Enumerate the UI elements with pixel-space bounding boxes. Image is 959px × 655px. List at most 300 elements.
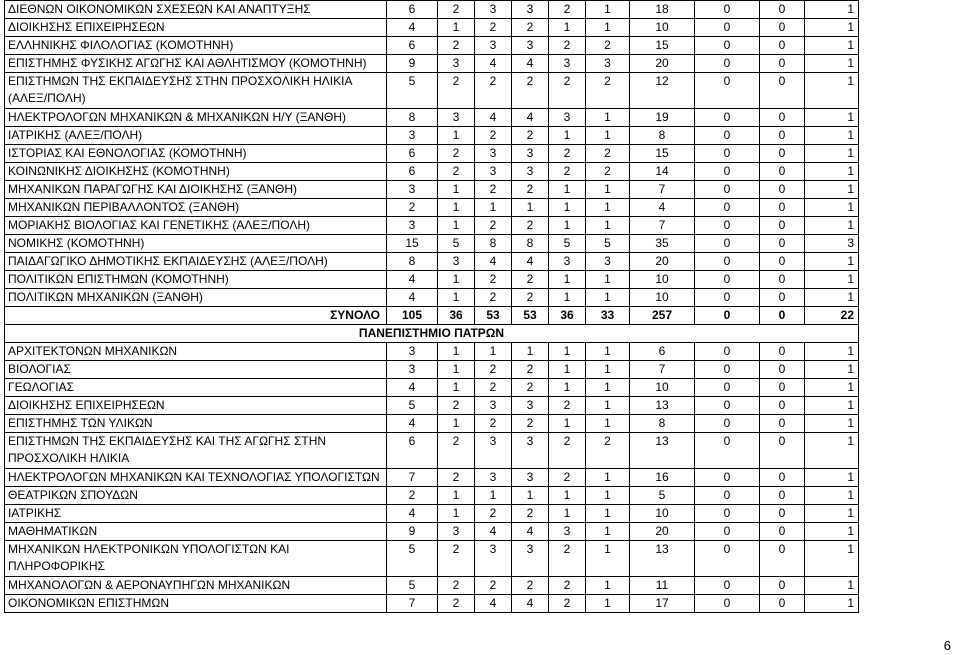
department-name: ΔΙΟΙΚΗΣΗΣ ΕΠΙΧΕΙΡΗΣΕΩΝ [5, 397, 387, 415]
value-cell: 1 [549, 505, 586, 523]
value-cell: 4 [475, 523, 512, 541]
value-cell: 14 [630, 163, 695, 181]
value-cell: 4 [630, 199, 695, 217]
value-cell: 2 [586, 433, 630, 469]
value-cell: 0 [760, 541, 805, 577]
department-name: ΕΠΙΣΤΗΜΩΝ ΤΗΣ ΕΚΠΑΙΔΕΥΣΗΣ ΚΑΙ ΤΗΣ ΑΓΩΓΗΣ ΣΤΗΝ ΠΡΟΣΧΟΛΙΚΗ ΗΛΙΚΙΑ [5, 433, 387, 469]
value-cell: 0 [695, 361, 760, 379]
value-cell: 3 [475, 1, 512, 19]
value-cell: 15 [387, 235, 438, 253]
table-row [5, 127, 859, 145]
value-cell: 1 [549, 127, 586, 145]
table-row [5, 523, 859, 541]
table-row [5, 577, 859, 595]
value-cell: 16 [630, 469, 695, 487]
value-cell: 4 [387, 271, 438, 289]
table-row [5, 253, 859, 271]
department-name: ΠΟΛΙΤΙΚΩΝ ΕΠΙΣΤΗΜΩΝ (ΚΟΜΟΤΗΝΗ) [5, 271, 387, 289]
value-cell: 19 [630, 109, 695, 127]
department-name: ΒΙΟΛΟΓΙΑΣ [5, 361, 387, 379]
department-name: ΓΕΩΛΟΓΙΑΣ [5, 379, 387, 397]
value-cell: 0 [760, 109, 805, 127]
value-cell: 1 [438, 343, 475, 361]
value-cell: 1 [586, 379, 630, 397]
department-name: ΜΑΘΗΜΑΤΙΚΩΝ [5, 523, 387, 541]
table-row [5, 487, 859, 505]
value-cell: 2 [549, 541, 586, 577]
value-cell: 2 [475, 217, 512, 235]
department-name: ΙΣΤΟΡΙΑΣ ΚΑΙ ΕΘΝΟΛΟΓΙΑΣ (ΚΟΜΟΤΗΝΗ) [5, 145, 387, 163]
value-cell: 9 [387, 55, 438, 73]
table-row [5, 163, 859, 181]
value-cell: 1 [586, 217, 630, 235]
section-title: ΠΑΝΕΠΙΣΤΗΜΙΟ ΠΑΤΡΩΝ [5, 325, 859, 343]
value-cell: 4 [512, 55, 549, 73]
total-row [5, 307, 859, 325]
value-cell: 1 [586, 127, 630, 145]
value-cell: 3 [475, 433, 512, 469]
value-cell: 1 [475, 343, 512, 361]
value-cell: 1 [586, 487, 630, 505]
value-cell: 13 [630, 397, 695, 415]
value-cell: 8 [630, 127, 695, 145]
value-cell: 0 [695, 577, 760, 595]
value-cell: 1 [805, 199, 859, 217]
value-cell: 5 [387, 73, 438, 109]
value-cell: 2 [438, 145, 475, 163]
value-cell: 9 [387, 523, 438, 541]
value-cell: 0 [695, 19, 760, 37]
value-cell: 1 [586, 523, 630, 541]
section-header-row [5, 325, 859, 343]
value-cell: 2 [438, 37, 475, 55]
value-cell: 4 [475, 595, 512, 613]
value-cell: 2 [438, 163, 475, 181]
value-cell: 0 [760, 235, 805, 253]
table-body [5, 1, 859, 613]
value-cell: 2 [387, 487, 438, 505]
value-cell: 0 [695, 415, 760, 433]
value-cell: 1 [805, 577, 859, 595]
value-cell: 1 [438, 379, 475, 397]
value-cell: 0 [760, 145, 805, 163]
value-cell: 0 [760, 523, 805, 541]
value-cell: 0 [695, 469, 760, 487]
value-cell: 6 [387, 1, 438, 19]
value-cell: 1 [438, 415, 475, 433]
value-cell: 3 [475, 37, 512, 55]
value-cell: 5 [630, 487, 695, 505]
value-cell: 4 [475, 55, 512, 73]
value-cell: 3 [438, 523, 475, 541]
table-row [5, 181, 859, 199]
table-row [5, 541, 859, 577]
value-cell: 5 [549, 235, 586, 253]
value-cell: 35 [630, 235, 695, 253]
value-cell: 1 [549, 487, 586, 505]
value-cell: 105 [387, 307, 438, 325]
value-cell: 0 [695, 127, 760, 145]
value-cell: 15 [630, 37, 695, 55]
value-cell: 3 [438, 253, 475, 271]
value-cell: 1 [805, 73, 859, 109]
value-cell: 0 [760, 307, 805, 325]
value-cell: 2 [438, 541, 475, 577]
value-cell: 5 [586, 235, 630, 253]
value-cell: 1 [438, 199, 475, 217]
value-cell: 2 [438, 73, 475, 109]
value-cell: 0 [695, 37, 760, 55]
value-cell: 2 [549, 595, 586, 613]
department-name: ΕΠΙΣΤΗΜΩΝ ΤΗΣ ΕΚΠΑΙΔΕΥΣΗΣ ΣΤΗΝ ΠΡΟΣΧΟΛΙΚΗ ΗΛΙΚΙΑ (ΑΛΕΞ/ΠΟΛΗ) [5, 73, 387, 109]
value-cell: 0 [695, 235, 760, 253]
value-cell: 0 [760, 595, 805, 613]
department-name: ΜΗΧΑΝΙΚΩΝ ΠΕΡΙΒΑΛΛΟΝΤΟΣ (ΞΑΝΘΗ) [5, 199, 387, 217]
value-cell: 0 [695, 199, 760, 217]
value-cell: 0 [760, 487, 805, 505]
value-cell: 2 [475, 289, 512, 307]
value-cell: 4 [512, 109, 549, 127]
value-cell: 18 [630, 1, 695, 19]
table-row [5, 505, 859, 523]
value-cell: 1 [805, 289, 859, 307]
value-cell: 0 [760, 163, 805, 181]
table-row [5, 433, 859, 469]
value-cell: 3 [387, 217, 438, 235]
department-name: ΕΠΙΣΤΗΜΗΣ ΦΥΣΙΚΗΣ ΑΓΩΓΗΣ ΚΑΙ ΑΘΛΗΤΙΣΜΟΥ (ΚΟΜΟΤΗΝΗ) [5, 55, 387, 73]
table-row [5, 361, 859, 379]
value-cell: 1 [586, 109, 630, 127]
value-cell: 2 [549, 577, 586, 595]
value-cell: 0 [760, 19, 805, 37]
value-cell: 1 [586, 199, 630, 217]
value-cell: 15 [630, 145, 695, 163]
value-cell: 1 [805, 487, 859, 505]
value-cell: 1 [438, 289, 475, 307]
department-name: ΙΑΤΡΙΚΗΣ (ΑΛΕΞ/ΠΟΛΗ) [5, 127, 387, 145]
value-cell: 11 [630, 577, 695, 595]
value-cell: 3 [512, 433, 549, 469]
value-cell: 2 [475, 415, 512, 433]
table-row [5, 595, 859, 613]
value-cell: 3 [438, 109, 475, 127]
value-cell: 1 [805, 343, 859, 361]
value-cell: 4 [512, 595, 549, 613]
value-cell: 0 [760, 199, 805, 217]
value-cell: 0 [760, 271, 805, 289]
value-cell: 2 [475, 19, 512, 37]
table-row [5, 145, 859, 163]
value-cell: 1 [805, 253, 859, 271]
department-name: ΑΡΧΙΤΕΚΤΟΝΩΝ ΜΗΧΑΝΙΚΩΝ [5, 343, 387, 361]
value-cell: 1 [549, 415, 586, 433]
value-cell: 53 [475, 307, 512, 325]
value-cell: 1 [549, 379, 586, 397]
value-cell: 1 [438, 181, 475, 199]
value-cell: 4 [387, 505, 438, 523]
value-cell: 0 [695, 289, 760, 307]
value-cell: 4 [387, 19, 438, 37]
value-cell: 3 [512, 1, 549, 19]
value-cell: 2 [512, 127, 549, 145]
value-cell: 2 [586, 163, 630, 181]
value-cell: 1 [438, 19, 475, 37]
value-cell: 3 [387, 127, 438, 145]
value-cell: 2 [512, 379, 549, 397]
value-cell: 0 [695, 541, 760, 577]
value-cell: 0 [695, 55, 760, 73]
value-cell: 1 [805, 55, 859, 73]
value-cell: 2 [438, 1, 475, 19]
value-cell: 1 [438, 487, 475, 505]
value-cell: 8 [630, 415, 695, 433]
value-cell: 6 [387, 433, 438, 469]
value-cell: 0 [760, 73, 805, 109]
value-cell: 0 [760, 379, 805, 397]
value-cell: 2 [549, 163, 586, 181]
department-name: ΝΟΜΙΚΗΣ (ΚΟΜΟΤΗΝΗ) [5, 235, 387, 253]
value-cell: 1 [586, 1, 630, 19]
value-cell: 1 [805, 415, 859, 433]
value-cell: 1 [805, 505, 859, 523]
value-cell: 7 [630, 361, 695, 379]
value-cell: 0 [760, 217, 805, 235]
value-cell: 0 [760, 55, 805, 73]
value-cell: 2 [475, 127, 512, 145]
value-cell: 3 [549, 253, 586, 271]
value-cell: 2 [475, 73, 512, 109]
value-cell: 4 [475, 253, 512, 271]
value-cell: 1 [805, 1, 859, 19]
value-cell: 0 [695, 307, 760, 325]
value-cell: 8 [475, 235, 512, 253]
value-cell: 1 [475, 199, 512, 217]
value-cell: 2 [438, 577, 475, 595]
value-cell: 2 [512, 289, 549, 307]
value-cell: 1 [438, 505, 475, 523]
table-row [5, 199, 859, 217]
value-cell: 1 [438, 361, 475, 379]
table-row [5, 1, 859, 19]
value-cell: 2 [475, 577, 512, 595]
value-cell: 3 [475, 145, 512, 163]
value-cell: 0 [695, 109, 760, 127]
value-cell: 2 [438, 397, 475, 415]
value-cell: 1 [586, 361, 630, 379]
value-cell: 2 [475, 361, 512, 379]
value-cell: 1 [805, 361, 859, 379]
department-name: ΗΛΕΚΤΡΟΛΟΓΩΝ ΜΗΧΑΝΙΚΩΝ ΚΑΙ ΤΕΧΝΟΛΟΓΙΑΣ ΥΠΟΛΟΓΙΣΤΩΝ [5, 469, 387, 487]
department-name: ΘΕΑΤΡΙΚΩΝ ΣΠΟΥΔΩΝ [5, 487, 387, 505]
value-cell: 1 [438, 217, 475, 235]
value-cell: 13 [630, 541, 695, 577]
value-cell: 33 [586, 307, 630, 325]
value-cell: 8 [387, 253, 438, 271]
value-cell: 1 [805, 379, 859, 397]
value-cell: 1 [586, 469, 630, 487]
value-cell: 2 [512, 505, 549, 523]
value-cell: 1 [805, 397, 859, 415]
value-cell: 6 [387, 163, 438, 181]
value-cell: 3 [549, 55, 586, 73]
value-cell: 1 [586, 289, 630, 307]
value-cell: 10 [630, 379, 695, 397]
value-cell: 17 [630, 595, 695, 613]
value-cell: 2 [549, 433, 586, 469]
value-cell: 0 [695, 343, 760, 361]
value-cell: 0 [695, 253, 760, 271]
value-cell: 1 [586, 595, 630, 613]
value-cell: 1 [805, 109, 859, 127]
value-cell: 4 [387, 415, 438, 433]
value-cell: 1 [805, 595, 859, 613]
value-cell: 3 [475, 541, 512, 577]
value-cell: 3 [512, 145, 549, 163]
department-name: ΕΠΙΣΤΗΜΗΣ ΤΩΝ ΥΛΙΚΩΝ [5, 415, 387, 433]
value-cell: 1 [438, 127, 475, 145]
value-cell: 0 [760, 253, 805, 271]
department-name: ΜΗΧΑΝΟΛΟΓΩΝ & ΑΕΡΟΝΑΥΠΗΓΩΝ ΜΗΧΑΝΙΚΩΝ [5, 577, 387, 595]
department-name: ΔΙΟΙΚΗΣΗΣ ΕΠΙΧΕΙΡΗΣΕΩΝ [5, 19, 387, 37]
value-cell: 0 [695, 523, 760, 541]
value-cell: 2 [549, 1, 586, 19]
value-cell: 0 [695, 271, 760, 289]
value-cell: 0 [695, 145, 760, 163]
table-row [5, 37, 859, 55]
table-row [5, 379, 859, 397]
value-cell: 2 [549, 145, 586, 163]
value-cell: 36 [438, 307, 475, 325]
value-cell: 257 [630, 307, 695, 325]
value-cell: 0 [695, 397, 760, 415]
value-cell: 2 [586, 145, 630, 163]
value-cell: 10 [630, 19, 695, 37]
value-cell: 5 [387, 577, 438, 595]
value-cell: 3 [549, 523, 586, 541]
department-name: ΙΑΤΡΙΚΗΣ [5, 505, 387, 523]
value-cell: 3 [387, 343, 438, 361]
value-cell: 2 [438, 595, 475, 613]
value-cell: 0 [760, 469, 805, 487]
value-cell: 3 [805, 235, 859, 253]
value-cell: 1 [549, 217, 586, 235]
department-name: ΠΑΙΔΑΓΩΓΙΚΟ ΔΗΜΟΤΙΚΗΣ ΕΚΠΑΙΔΕΥΣΗΣ (ΑΛΕΞ/ΠΟΛΗ) [5, 253, 387, 271]
value-cell: 2 [512, 217, 549, 235]
value-cell: 1 [586, 181, 630, 199]
value-cell: 2 [475, 505, 512, 523]
value-cell: 8 [387, 109, 438, 127]
value-cell: 20 [630, 55, 695, 73]
value-cell: 1 [549, 199, 586, 217]
value-cell: 1 [549, 271, 586, 289]
department-name: ΟΙΚΟΝΟΜΙΚΩΝ ΕΠΙΣΤΗΜΩΝ [5, 595, 387, 613]
value-cell: 4 [387, 289, 438, 307]
value-cell: 3 [549, 109, 586, 127]
department-name: ΗΛΕΚΤΡΟΛΟΓΩΝ ΜΗΧΑΝΙΚΩΝ & ΜΗΧΑΝΙΚΩΝ Η/Υ (ΞΑΝΘΗ) [5, 109, 387, 127]
table-row [5, 415, 859, 433]
value-cell: 4 [387, 379, 438, 397]
value-cell: 53 [512, 307, 549, 325]
value-cell: 5 [387, 541, 438, 577]
value-cell: 0 [760, 415, 805, 433]
value-cell: 7 [630, 217, 695, 235]
value-cell: 36 [549, 307, 586, 325]
value-cell: 0 [695, 181, 760, 199]
value-cell: 1 [586, 271, 630, 289]
value-cell: 3 [475, 469, 512, 487]
value-cell: 1 [549, 289, 586, 307]
value-cell: 0 [760, 1, 805, 19]
department-name: ΜΗΧΑΝΙΚΩΝ ΗΛΕΚΤΡΟΝΙΚΩΝ ΥΠΟΛΟΓΙΣΤΩΝ ΚΑΙ ΠΛΗΡΟΦΟΡΙΚΗΣ [5, 541, 387, 577]
value-cell: 0 [695, 217, 760, 235]
table-row [5, 73, 859, 109]
value-cell: 3 [512, 397, 549, 415]
value-cell: 2 [512, 577, 549, 595]
page-number: 6 [943, 638, 951, 653]
value-cell: 2 [512, 19, 549, 37]
value-cell: 0 [760, 577, 805, 595]
value-cell: 1 [805, 181, 859, 199]
value-cell: 1 [586, 415, 630, 433]
value-cell: 1 [805, 145, 859, 163]
value-cell: 0 [695, 73, 760, 109]
value-cell: 3 [475, 397, 512, 415]
value-cell: 2 [438, 433, 475, 469]
value-cell: 0 [760, 505, 805, 523]
value-cell: 4 [512, 253, 549, 271]
value-cell: 1 [805, 217, 859, 235]
department-name: ΠΟΛΙΤΙΚΩΝ ΜΗΧΑΝΙΚΩΝ (ΞΑΝΘΗ) [5, 289, 387, 307]
table-row [5, 235, 859, 253]
value-cell: 1 [438, 271, 475, 289]
value-cell: 3 [475, 163, 512, 181]
value-cell: 3 [586, 55, 630, 73]
value-cell: 5 [438, 235, 475, 253]
value-cell: 8 [512, 235, 549, 253]
value-cell: 1 [586, 541, 630, 577]
value-cell: 1 [805, 523, 859, 541]
value-cell: 10 [630, 505, 695, 523]
table-row [5, 271, 859, 289]
value-cell: 7 [387, 595, 438, 613]
value-cell: 2 [475, 271, 512, 289]
value-cell: 2 [549, 397, 586, 415]
value-cell: 1 [512, 487, 549, 505]
value-cell: 10 [630, 289, 695, 307]
value-cell: 3 [512, 469, 549, 487]
value-cell: 1 [549, 19, 586, 37]
value-cell: 1 [586, 397, 630, 415]
value-cell: 3 [586, 253, 630, 271]
value-cell: 1 [805, 163, 859, 181]
value-cell: 6 [387, 145, 438, 163]
value-cell: 0 [760, 343, 805, 361]
value-cell: 2 [512, 73, 549, 109]
value-cell: 2 [586, 73, 630, 109]
value-cell: 7 [387, 469, 438, 487]
table-row [5, 19, 859, 37]
value-cell: 1 [586, 343, 630, 361]
value-cell: 2 [586, 37, 630, 55]
department-name: ΜΗΧΑΝΙΚΩΝ ΠΑΡΑΓΩΓΗΣ ΚΑΙ ΔΙΟΙΚΗΣΗΣ (ΞΑΝΘΗ) [5, 181, 387, 199]
value-cell: 3 [387, 361, 438, 379]
department-name: ΔΙΕΘΝΩΝ ΟΙΚΟΝΟΜΙΚΩΝ ΣΧΕΣΕΩΝ ΚΑΙ ΑΝΑΠΤΥΞΗΣ [5, 1, 387, 19]
value-cell: 0 [695, 595, 760, 613]
value-cell: 1 [805, 127, 859, 145]
value-cell: 1 [549, 181, 586, 199]
value-cell: 3 [438, 55, 475, 73]
value-cell: 0 [760, 397, 805, 415]
